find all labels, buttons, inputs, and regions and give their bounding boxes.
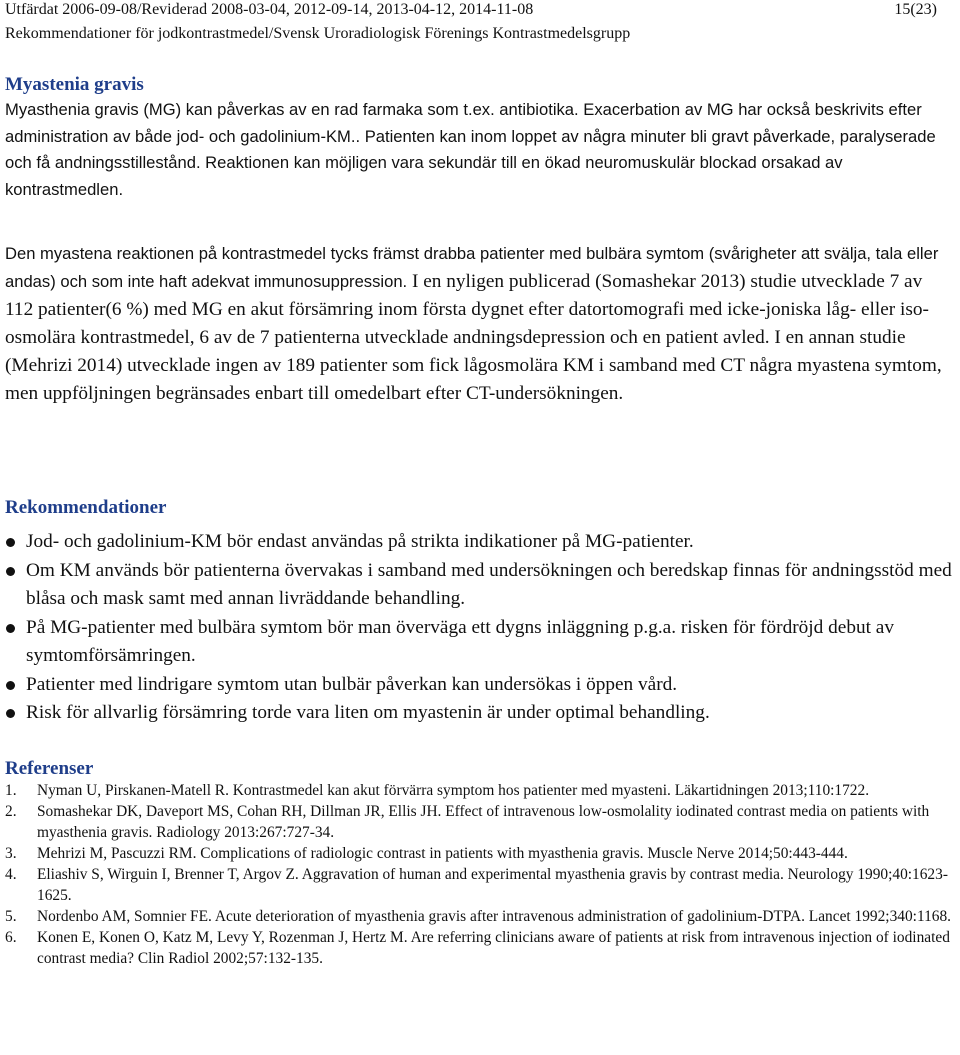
bullet-icon (6, 709, 15, 718)
recommendations-list (5, 528, 955, 728)
list-item (5, 699, 955, 728)
paragraph-studies-part-b: I en nyligen publicerad (Somashekar 2013) studie utvecklade 7 av 112 patienter(6 %) med MG en akut försämring inom första dygnet efter datortomografi med icke-joniska låg- eller iso-osmolära kontrastmedel, 6 av de 7 patienterna utvecklade andningsdepression och en patient avled. I en annan studie (Mehrizi 2014) utvecklade ingen av 189 patienter som fick lågosmolära KM i samband med CT några myastena symtom, men uppföljningen begränsades enbart till omedelbart efter CT-undersökningen. (5, 271, 942, 404)
references-list (5, 781, 955, 970)
reference-number: 2. (5, 803, 17, 821)
header-dates: Utfärdat 2006-09-08/Reviderad 2008-03-04, 2012-09-14, 2013-04-12, 2014-11-08 (5, 1, 534, 18)
reference-number: 3. (5, 844, 17, 862)
reference-item (5, 802, 955, 843)
reference-number: 1. (5, 782, 17, 799)
bullet-icon (6, 538, 15, 547)
list-item-text: Risk för allvarlig försämring torde vara liten om myastenin är under optimal behandling. (26, 702, 710, 723)
reference-text: Eliashiv S, Wirguin I, Brenner T, Argov Z. Aggravation of human and experimental myasthenia gravis by contrast media. Neurology 1990;40:1623-1625. (37, 866, 948, 904)
reference-number: 6. (5, 929, 17, 947)
list-item (5, 528, 955, 557)
list-item (5, 557, 955, 614)
list-item-text: På MG-patienter med bulbära symtom bör man överväga ett dygns inläggning p.g.a. risken för fördröjd debut av symtomförsämringen. (26, 616, 894, 666)
recommendations-title: Rekommendationer (5, 497, 167, 518)
reference-text: Konen E, Konen O, Katz M, Levy Y, Rozenman J, Hertz M. Are referring clinicians aware of patients at risk from intravenous injection of iodinated contrast media? Clin Radiol 2002;57:132-135. (37, 929, 950, 967)
reference-text: Mehrizi M, Pascuzzi RM. Complications of radiologic contrast in patients with myasthenia gravis. Muscle Nerve 2014;50:443-444. (37, 844, 848, 862)
reference-text: Nyman U, Pirskanen-Matell R. Kontrastmedel kan akut förvärra symptom hos patienter med myasteni. Läkartidningen 2013;110:1722. (37, 782, 870, 799)
section-title: Myastenia gravis (5, 74, 144, 95)
bullet-icon (6, 681, 15, 690)
paragraph-intro: Myasthenia gravis (MG) kan påverkas av en rad farmaka som t.ex. antibiotika. Exacerbation av MG har också beskrivits efter administration av både jod- och gadolinium-KM.. Patienten kan inom loppet av några minuter bli gravt påverkade, paralyserade och få andningsstillestånd. Reaktionen kan möjligen vara sekundär till en ökad neuromuskulär blockad orsakad av kontrastmedlen. (5, 100, 936, 199)
header-document-title: Rekommendationer för jodkontrastmedel/Svensk Uroradiologisk Förenings Kontrastmedelsgrupp (5, 25, 631, 42)
list-item-text: Patienter med lindrigare symtom utan bulbär påverkan kan undersökas i öppen vård. (26, 673, 678, 695)
reference-item (5, 844, 955, 865)
reference-text: Somashekar DK, Daveport MS, Cohan RH, Dillman JR, Ellis JH. Effect of intravenous low-osmolality iodinated contrast media on patients with myasthenia gravis. Radiology 2013:267:727-34. (37, 803, 930, 841)
reference-text: Nordenbo AM, Somnier FE. Acute deterioration of myasthenia gravis after intravenous administration of gadolinium-DTPA. Lancet 1992;340:1168. (37, 907, 951, 925)
reference-item (5, 781, 955, 802)
references-title: Referenser (5, 758, 94, 779)
reference-item (5, 907, 955, 928)
bullet-icon (6, 567, 15, 576)
list-item (5, 614, 955, 671)
page-number: 15(23) (894, 1, 937, 18)
paragraph-studies-part-a: Den myastena reaktionen på kontrastmedel tycks främst drabba patienter med bulbära symtom (svårigheter att svälja, tala eller andas) och som inte haft adekvat immunosuppression. (5, 244, 939, 291)
reference-item (5, 865, 955, 906)
list-item-text: Om KM används bör patienterna övervakas i samband med undersökningen och beredskap finnas för andningsstöd med blåsa och mask samt med annan livräddande behandling. (26, 559, 952, 609)
reference-number: 4. (5, 866, 17, 884)
reference-number: 5. (5, 907, 17, 925)
reference-item (5, 928, 955, 969)
bullet-icon (6, 624, 15, 633)
list-item (5, 671, 955, 700)
paragraph-studies (5, 240, 955, 408)
list-item-text: Jod- och gadolinium-KM bör endast användas på strikta indikationer på MG-patienter. (26, 531, 694, 552)
